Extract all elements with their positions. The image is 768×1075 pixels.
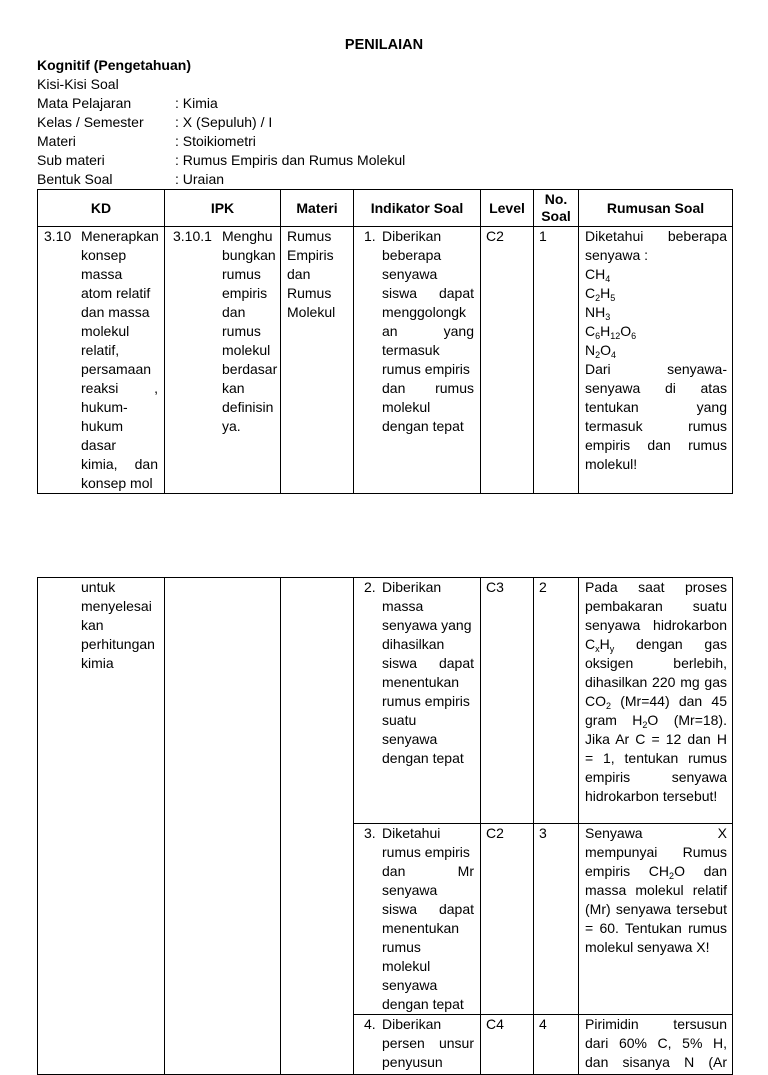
header-rumusan: Rumusan Soal [579,190,733,227]
indikator-line: persen unsur [382,1035,474,1051]
formula-h2o-line: gram $H_2O$ (Mr=18). [585,712,727,730]
indikator-line: beberapa [382,247,442,263]
rumusan-line: oksigen berlebih, [585,655,727,671]
materi-line: Empiris [287,247,334,263]
ipk-line: dan [222,304,246,320]
rumusan-line: tentukan yang [585,399,727,415]
page-title: PENILAIAN [344,37,424,53]
indikator-cell [354,824,481,1015]
indikator-text [382,227,474,436]
indikator-line: siswa dapat [382,901,474,917]
meta-value: : Kimia [175,95,218,111]
indikator-line: senyawa [382,882,438,898]
meta-label: Materi [37,133,76,149]
kd-line: massa [81,266,123,282]
meta-row-submateri [37,151,405,170]
materi-line: dan [287,266,311,282]
kd-line: hukum [81,418,124,434]
kd-text [81,227,158,493]
formula-n2o4: $N_2O_4$ [585,342,617,360]
formula-c2h5: $C_2H_5$ [585,285,616,303]
indikator-line: senyawa yang [382,617,472,633]
formula-ch4: $CH_4$ [585,266,611,284]
meta-block [37,56,405,189]
table-row [38,578,733,824]
materi-line: Rumus [287,285,332,301]
indikator-line: molekul [382,958,431,974]
kd-line: menyelesai [81,598,152,614]
kd-line: dan massa [81,304,150,320]
materi-cell [281,227,354,494]
indikator-line: rumus [382,939,421,955]
formula-co2-line: $CO_2$ (Mr=44) dan 45 [585,693,727,711]
materi-line: Rumus [287,228,332,244]
indikator-line: menggolongk [382,304,467,320]
rumusan-line: Senyawa X [585,825,727,841]
rumusan-line: dari 60% C, 5% H, [585,1035,727,1051]
ipk-line: molekul [222,342,271,358]
indikator-number: 3. [364,825,376,841]
meta-label: Mata Pelajaran [37,95,132,111]
indikator-line: an yang [382,323,474,339]
indikator-line: senyawa [382,977,438,993]
indikator-number: 2. [364,579,376,595]
header-no-soal [534,190,579,227]
rumusan-line: = 60. Tentukan rumus [585,920,727,936]
materi-line: Molekul [287,304,336,320]
indikator-line: dengan tepat [382,750,464,766]
header-kd: KD [38,190,165,227]
level-cell: C4 [481,1015,534,1075]
kd-line: kimia [81,655,114,671]
rumusan-line: molekul senyawa X! [585,939,710,955]
table-header-row [38,190,733,227]
ipk-cell [165,227,281,494]
indikator-line: Diketahui [382,825,441,841]
ipk-line: kan [222,380,245,396]
ipk-line: berdasar [222,361,278,377]
ipk-line: Menghu [222,228,273,244]
header-no-line1: No. [544,191,568,207]
meta-label: Bentuk Soal [37,171,113,187]
formula-nh3: $NH_3$ [585,304,611,322]
indikator-text [382,578,474,768]
level-cell: C2 [481,824,534,1015]
meta-value: : Uraian [175,171,225,187]
rumusan-line: hidrokarbon tersebut! [585,788,718,804]
rumusan-text [585,578,727,806]
formula-c6h12o6: $C_6H_{12}O_6$ [585,323,637,341]
rumusan-line: Pada saat proses [585,579,727,595]
meta-row-mapel [37,94,405,113]
header-no-line2: Soal [541,208,571,224]
header-materi: Materi [281,190,354,227]
indikator-number: 1. [364,228,376,244]
kd-line: molekul [81,323,130,339]
indikator-number: 4. [364,1016,376,1032]
kd-line: perhitungan [81,636,155,652]
kd-line: Menerapkan [81,228,159,244]
indikator-line: rumus empiris [382,693,470,709]
formula-cxhy-line: $C_xH_y$ dengan gas [585,636,727,654]
kd-line: dasar [81,437,117,453]
kd-line: kan [81,617,104,633]
header-ipk: IPK [165,190,281,227]
indikator-cell [354,227,481,494]
indikator-line: rumus empiris [382,844,470,860]
rumusan-line: molekul! [585,456,638,472]
rumusan-line: = 1, tentukan rumus [585,750,727,766]
rumusan-line: Diketahui beberapa [585,228,727,244]
indikator-cell [354,578,481,824]
kd-line: konsep mol [81,475,153,491]
header-indikator: Indikator Soal [354,190,481,227]
rumusan-line: termasuk rumus [585,418,727,434]
meta-label: Sub materi [37,152,105,168]
rumusan-text [585,824,727,957]
indikator-line: Diberikan [382,579,442,595]
ipk-text [222,227,278,436]
kd-number: 3.10 [44,228,72,244]
ipk-line: rumus [222,323,261,339]
indikator-line: termasuk [382,342,440,358]
formula-ch2o-line: empiris $CH_2O$ dan [585,863,728,881]
rumusan-line: pembakaran suatu [585,598,727,614]
indikator-text [382,824,474,1014]
meta-row-bentuk [37,170,405,189]
kd-cell [38,227,165,494]
indikator-line: siswa dapat [382,655,474,671]
kd-line: hukum- [81,399,128,415]
rumusan-line: (Mr) senyawa tersebut [585,901,727,917]
indikator-line: senyawa [382,266,438,282]
no-soal-cell: 4 [534,1015,579,1075]
ipk-line: rumus [222,266,261,282]
kisi-table-page1 [37,189,733,494]
kd-line: kimia, dan [81,456,158,472]
indikator-line: dan Mr [382,863,474,879]
indikator-line: siswa dapat [382,285,474,301]
indikator-line: rumus empiris [382,361,470,377]
rumusan-line: mempunyai Rumus [585,844,727,860]
indikator-line: menentukan [382,674,460,690]
rumusan-line: dihasilkan 220 mg gas [585,674,727,690]
meta-row-materi [37,132,405,151]
no-soal-cell: 1 [534,227,579,494]
table-row [38,227,733,494]
rumusan-text [585,227,727,474]
indikator-line: molekul [382,399,431,415]
ipk-line: bungkan [222,247,276,263]
rumusan-line: Jika Ar C = 12 dan H [585,731,727,747]
rumusan-line: massa molekul relatif [585,882,727,898]
meta-value: : Rumus Empiris dan Rumus Molekul [175,152,406,168]
indikator-line: dihasilkan [382,636,445,652]
meta-row-kelas [37,113,405,132]
rumusan-cell [579,578,733,824]
materi-cell-continued [281,578,354,1075]
indikator-line: massa [382,598,424,614]
section-heading: Kognitif (Pengetahuan) [37,57,191,73]
rumusan-line: empiris senyawa [585,769,727,785]
indikator-line: menentukan [382,920,460,936]
header-level: Level [481,190,534,227]
level-cell: C2 [481,227,534,494]
indikator-line: suatu [382,712,417,728]
indikator-line: Diberikan [382,1016,442,1032]
indikator-line: dengan tepat [382,996,464,1012]
ipk-line: ya. [222,418,241,434]
kd-text [81,578,158,673]
meta-value: : X (Sepuluh) / I [175,114,273,130]
no-soal-cell: 3 [534,824,579,1015]
indikator-line: dengan tepat [382,418,464,434]
rumusan-line: Pirimidin tersusun [585,1016,727,1032]
rumusan-line: senyawa hidrokarbon [585,617,727,633]
indikator-line: penyusun [382,1054,443,1070]
rumusan-cell [579,824,733,1015]
indikator-line: senyawa [382,731,438,747]
kd-line: untuk [81,579,116,595]
kisi-table-page2 [37,577,733,1075]
rumusan-line: senyawa : [585,247,649,263]
no-soal-cell: 2 [534,578,579,824]
kd-line: relatif, [81,342,120,358]
rumusan-line: empiris dan rumus [585,437,727,453]
rumusan-line: Dari senyawa- [585,361,727,377]
kd-line: konsep [81,247,127,263]
kd-line: persamaan [81,361,152,377]
meta-value: : Stoikiometri [175,133,256,149]
meta-label: Kelas / Semester [37,114,144,130]
level-cell: C3 [481,578,534,824]
rumusan-cell [579,227,733,494]
rumusan-line: dan sisanya N (Ar [585,1054,727,1070]
ipk-number: 3.10.1 [173,228,212,244]
kd-line: reaksi , [81,380,158,396]
rumusan-line: senyawa di atas [585,380,727,396]
kisi-heading: Kisi-Kisi Soal [37,76,119,92]
ipk-cell-continued [165,578,281,1075]
indikator-line: Diberikan [382,228,442,244]
kd-line: atom relatif [81,285,151,301]
ipk-line: definisin [222,399,274,415]
kd-cell-continued [38,578,165,1075]
ipk-line: empiris [222,285,268,301]
indikator-line: dan rumus [382,380,474,396]
